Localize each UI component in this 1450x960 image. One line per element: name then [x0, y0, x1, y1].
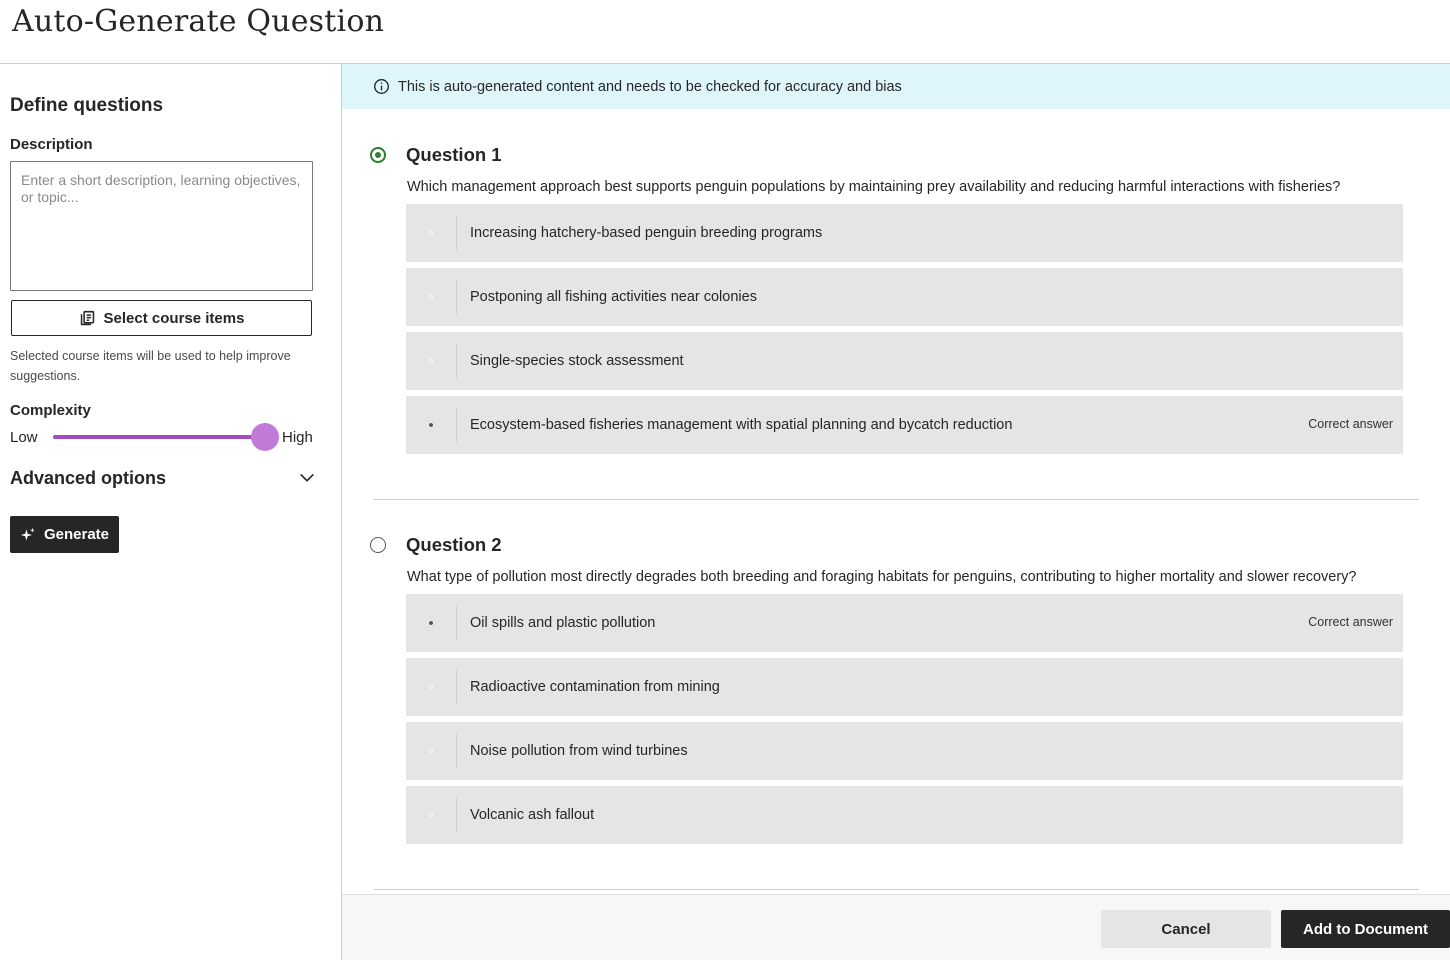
question-select-radio[interactable]	[370, 147, 386, 163]
question-divider	[374, 889, 1419, 890]
generate-label: Generate	[43, 526, 110, 543]
answer-text: Radioactive contamination from mining	[470, 679, 720, 695]
question-divider	[374, 499, 1419, 500]
answer-text: Oil spills and plastic pollution	[470, 615, 656, 631]
answer-text: Noise pollution from wind turbines	[470, 743, 688, 759]
complexity-slider-track[interactable]	[53, 435, 265, 439]
complexity-low-label: Low	[10, 429, 38, 446]
question-card	[342, 144, 1450, 474]
answer-option[interactable]	[406, 204, 1403, 262]
page-header	[0, 0, 1450, 64]
answer-option[interactable]	[406, 658, 1403, 716]
answer-option[interactable]	[406, 722, 1403, 780]
question-text: Which management approach best supports penguin populations by maintaining prey availability and reducing harmful interactions with fisheries?	[407, 179, 1341, 195]
answer-marker-area	[406, 670, 457, 704]
auto-generated-notice	[342, 64, 1450, 109]
answer-radio[interactable]	[426, 228, 436, 238]
correct-answer-label: Correct answer	[1308, 615, 1393, 629]
add-to-document-button[interactable]: Add to Document	[1281, 910, 1450, 948]
generate-button[interactable]	[10, 516, 119, 553]
correct-answer-label: Correct answer	[1308, 417, 1393, 431]
question-title: Question 1	[406, 144, 502, 165]
complexity-label: Complexity	[10, 402, 91, 419]
answer-option-correct[interactable]	[406, 594, 1403, 652]
cancel-button[interactable]: Cancel	[1101, 910, 1271, 948]
answer-marker-area	[406, 280, 457, 314]
answer-option[interactable]	[406, 786, 1403, 844]
answer-radio-correct[interactable]	[426, 420, 436, 430]
define-questions-panel	[0, 64, 342, 960]
answer-list	[406, 204, 1403, 460]
answer-text: Volcanic ash fallout	[470, 807, 595, 823]
answer-radio[interactable]	[426, 682, 436, 692]
question-title: Question 2	[406, 534, 502, 555]
generated-questions-panel	[342, 64, 1450, 894]
answer-text: Single-species stock assessment	[470, 353, 684, 369]
answer-marker-area	[406, 216, 457, 250]
select-course-items-label: Select course items	[103, 309, 245, 327]
answer-option-correct[interactable]	[406, 396, 1403, 454]
answer-marker-area	[406, 606, 457, 640]
notice-text: This is auto-generated content and needs to be checked for accuracy and bias	[398, 78, 902, 95]
info-icon	[373, 78, 390, 95]
select-course-items-button[interactable]	[11, 300, 312, 336]
dialog-footer	[342, 894, 1450, 960]
advanced-options-toggle[interactable]	[10, 466, 316, 490]
answer-marker-area	[406, 344, 457, 378]
chevron-down-icon	[298, 469, 316, 487]
copy-document-icon	[79, 310, 96, 327]
sparkle-icon	[20, 527, 36, 543]
answer-text: Increasing hatchery-based penguin breeding programs	[470, 225, 823, 241]
description-label: Description	[10, 136, 93, 153]
course-items-helper-text: Selected course items will be used to help improve suggestions.	[10, 349, 291, 383]
complexity-slider-handle[interactable]	[251, 423, 279, 451]
answer-marker-area	[406, 734, 457, 768]
answer-marker-area	[406, 408, 457, 442]
question-card	[342, 534, 1450, 864]
answer-radio[interactable]	[426, 810, 436, 820]
question-select-radio[interactable]	[370, 537, 386, 553]
answer-marker-area	[406, 798, 457, 832]
page-title: Auto-Generate Question	[12, 4, 385, 39]
answer-radio-correct[interactable]	[426, 618, 436, 628]
answer-text: Postponing all fishing activities near colonies	[470, 289, 757, 305]
complexity-high-label: High	[282, 429, 313, 446]
description-input[interactable]	[10, 161, 313, 291]
answer-list	[406, 594, 1403, 850]
advanced-options-label: Advanced options	[10, 467, 167, 488]
answer-text: Ecosystem-based fisheries management with spatial planning and bycatch reduction	[470, 417, 1013, 433]
answer-option[interactable]	[406, 332, 1403, 390]
answer-radio[interactable]	[426, 292, 436, 302]
answer-radio[interactable]	[426, 356, 436, 366]
question-text: What type of pollution most directly degrades both breeding and foraging habitats for penguins, contributing to higher mortality and slower recovery?	[407, 569, 1357, 585]
answer-option[interactable]	[406, 268, 1403, 326]
define-questions-heading: Define questions	[10, 95, 164, 116]
answer-radio[interactable]	[426, 746, 436, 756]
